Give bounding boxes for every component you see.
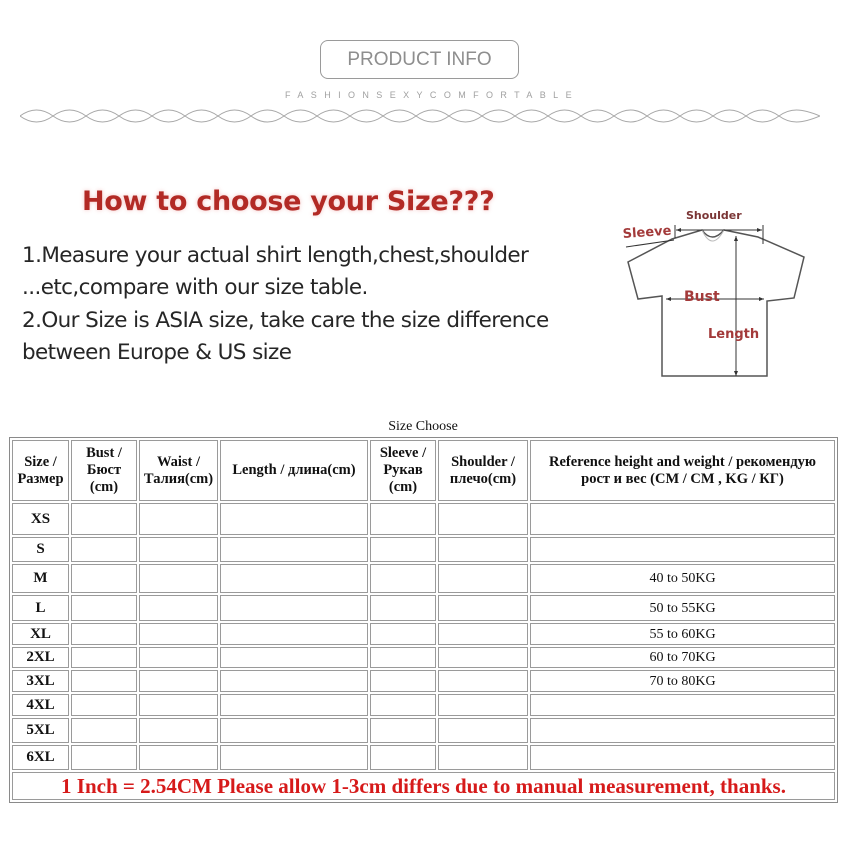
cell-bust [71,694,137,716]
cell-bust [71,745,137,770]
cell-size: M [12,564,69,593]
cell-reference [530,745,835,770]
cell-size: L [12,595,69,621]
cell-bust [71,647,137,668]
cell-size: 2XL [12,647,69,668]
cell-sleeve [370,694,436,716]
cell-sleeve [370,564,436,593]
cell-size: 5XL [12,718,69,743]
table-header-row [12,440,835,501]
cell-sleeve [370,718,436,743]
cell-length [220,694,368,716]
table-row [12,537,835,562]
cell-bust [71,503,137,535]
cell-size: S [12,537,69,562]
cell-waist [139,670,218,692]
cell-waist [139,503,218,535]
table-row [12,503,835,535]
cell-reference: 55 to 60KG [530,623,835,645]
cell-sleeve [370,503,436,535]
cell-sleeve [370,745,436,770]
instruction-1: 1.Measure your actual shirt length,chest,shoulder ...etc,compare with our size table. [22,243,529,300]
cell-sleeve [370,623,436,645]
cell-size: 4XL [12,694,69,716]
table-row [12,564,835,593]
table-row [12,670,835,692]
cell-length [220,670,368,692]
cell-length [220,718,368,743]
cell-bust [71,623,137,645]
table-row [12,595,835,621]
cell-reference [530,537,835,562]
cell-shoulder [438,647,528,668]
cell-bust [71,595,137,621]
cell-length [220,537,368,562]
cell-bust [71,718,137,743]
cell-reference [530,503,835,535]
cell-waist [139,564,218,593]
cell-shoulder [438,537,528,562]
cell-shoulder [438,503,528,535]
measurement-note: 1 Inch = 2.54CM Please allow 1-3cm differs due to manual measurement, thanks. [12,772,835,800]
cell-bust [71,670,137,692]
cell-shoulder [438,670,528,692]
table-row [12,718,835,743]
cell-waist [139,718,218,743]
cell-sleeve [370,670,436,692]
header-waist: Waist / Талия(cm) [139,440,218,501]
cell-length [220,647,368,668]
size-guide-heading: How to choose your Size??? [82,186,495,217]
size-chart-table [9,437,838,803]
cell-length [220,745,368,770]
header-length: Length / длина(cm) [220,440,368,501]
cell-length [220,503,368,535]
diagram-sleeve-label: Sleeve [622,223,672,242]
cell-reference: 50 to 55KG [530,595,835,621]
cell-shoulder [438,694,528,716]
table-row [12,623,835,645]
cell-reference [530,694,835,716]
wave-divider-icon [20,108,820,124]
size-table-caption: Size Choose [388,419,458,434]
cell-reference [530,718,835,743]
header-bust: Bust / Бюст (cm) [71,440,137,501]
cell-shoulder [438,595,528,621]
table-footer-row [12,772,835,800]
header-shoulder: Shoulder / плечо(cm) [438,440,528,501]
cell-shoulder [438,564,528,593]
cell-reference: 70 to 80KG [530,670,835,692]
size-instructions [22,240,622,369]
cell-waist [139,745,218,770]
cell-reference: 40 to 50KG [530,564,835,593]
cell-length [220,564,368,593]
diagram-length-label: Length [708,327,760,342]
instruction-2: 2.Our Size is ASIA size, take care the size difference between Europe & US size [22,308,549,365]
header-size: Size / Размер [12,440,69,501]
cell-bust [71,537,137,562]
cell-waist [139,647,218,668]
table-row [12,647,835,668]
cell-shoulder [438,745,528,770]
cell-size: XL [12,623,69,645]
diagram-shoulder-label: Shoulder [686,209,742,222]
header-sleeve: Sleeve / Рукав (cm) [370,440,436,501]
cell-shoulder [438,623,528,645]
tshirt-measurement-diagram-icon [612,200,812,385]
cell-length [220,595,368,621]
cell-reference: 60 to 70KG [530,647,835,668]
cell-length [220,623,368,645]
cell-waist [139,623,218,645]
cell-sleeve [370,595,436,621]
cell-shoulder [438,718,528,743]
cell-size: 6XL [12,745,69,770]
cell-waist [139,694,218,716]
product-info-title: PRODUCT INFO [347,48,492,70]
cell-waist [139,537,218,562]
brand-tagline: FASHIONSEXYCOMFORTABLE [285,90,579,100]
cell-size: XS [12,503,69,535]
cell-sleeve [370,537,436,562]
table-row [12,745,835,770]
cell-sleeve [370,647,436,668]
table-row [12,694,835,716]
cell-size: 3XL [12,670,69,692]
header-reference: Reference height and weight / рекомендую рост и вес (CM / CM , KG / КГ) [530,440,835,501]
product-info-banner [320,40,519,79]
cell-bust [71,564,137,593]
cell-waist [139,595,218,621]
diagram-bust-label: Bust [684,289,720,305]
